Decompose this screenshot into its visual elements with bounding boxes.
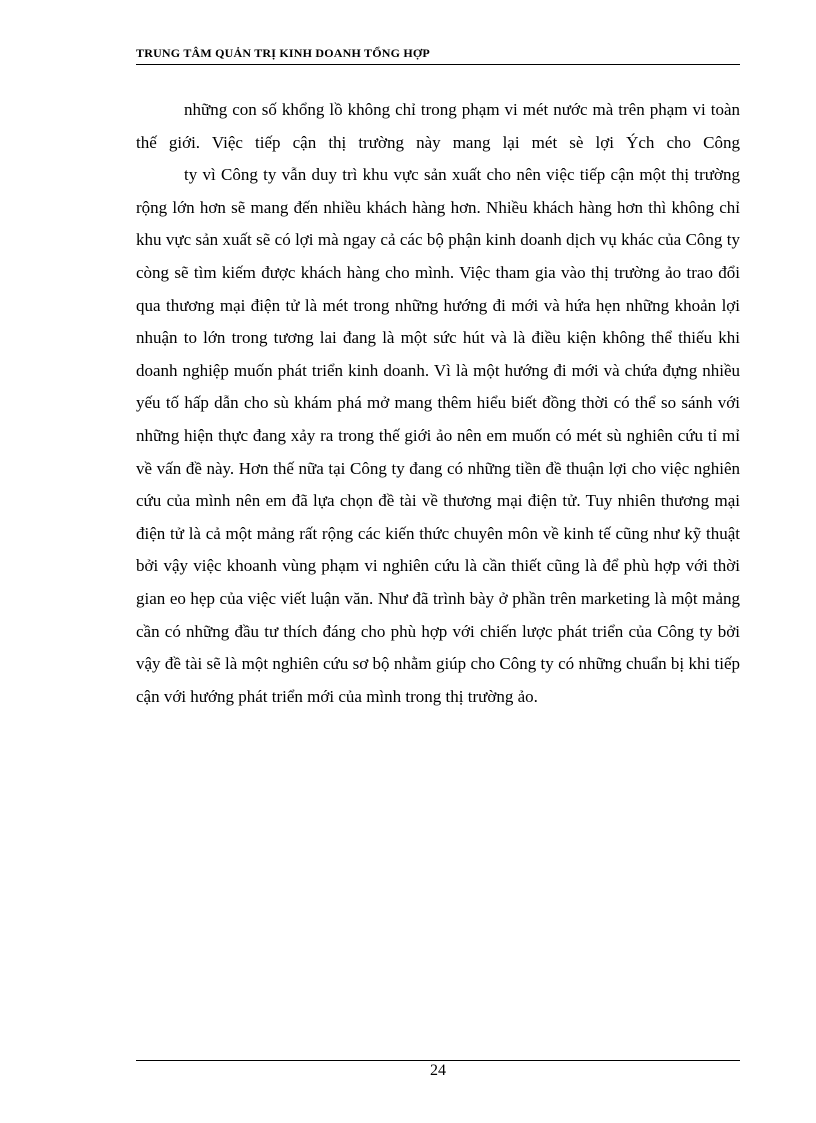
header-title: TRUNG TÂM QUẢN TRỊ KINH DOANH TỔNG HỢP — [136, 46, 430, 60]
paragraph-1: những con số khổng lồ không chỉ trong phạm vi mét nước mà trên phạm vi toàn thế giới. Việc tiếp cận thị trường này mang lại mét sè lợi Ých cho Công — [136, 100, 740, 152]
body-text — [136, 94, 740, 713]
paragraph-2: ty vì Công ty vẫn duy trì khu vực sản xuất cho nên việc tiếp cận một thị trường rộng lớn hơn sẽ mang đến nhiều khách hàng hơn. Nhiều khách hàng hơn thì không chỉ khu vực sản xuất sẽ có lợi mà ngay cả các bộ phận kinh doanh dịch vụ khác của Công ty còng sẽ tìm kiếm được khách hàng cho mình. Việc tham gia vào thị trường ảo trao đổi qua thương mại điện tử là mét trong những hướng đi mới và hứa hẹn những khoản lợi nhuận to lớn trong tương lai đang là một sức hút và là điều kiện không thể thiếu khi doanh nghiệp muốn phát triển kinh doanh. Vì là một hướng đi mới và chứa đựng nhiều yếu tố hấp dẫn cho sù khám phá mở mang thêm hiểu biết đồng thời có thể so sánh với những hiện thực đang xảy ra trong thế giới ảo nên em muốn có mét sù nghiên cứu tỉ mỉ về vấn đề này. Hơn thế nữa tại Công ty đang có những tiền đề thuận lợi cho việc nghiên cứu của mình nên em đã lựa chọn đề tài về thương mại điện tử. Tuy nhiên thương mại điện tử là cả một mảng rất rộng các kiến thức chuyên môn về kinh tế cũng như kỹ thuật bởi vậy việc khoanh vùng phạm vi nghiên cứu là cần thiết cũng là để phù hợp với thời gian eo hẹp của việc viết luận văn. Như đã trình bày ở phần trên marketing là một mảng cần có những đầu tư thích đáng cho phù hợp với chiến lược phát triển của Công ty bởi vậy đề tài sẽ là một nghiên cứu sơ bộ nhằm giúp cho Công ty có những chuẩn bị khi tiếp cận với hướng phát triển mới của mình trong thị trường ảo. — [136, 165, 740, 706]
page-number: 24 — [430, 1062, 446, 1079]
page-header — [136, 44, 740, 65]
page-footer — [136, 1060, 740, 1080]
